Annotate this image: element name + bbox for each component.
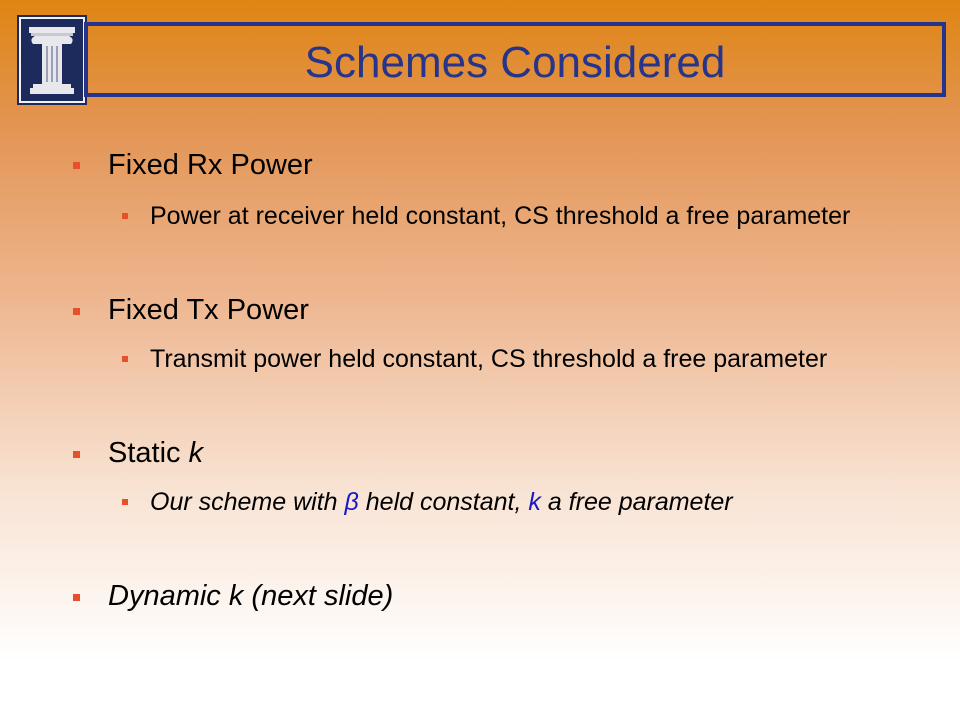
sub-bullet-square-icon [122, 356, 128, 362]
static-k-prefix: Static [108, 437, 189, 469]
bullet-static-k [108, 436, 203, 470]
bullet-dynamic-k: Dynamic k (next slide) [108, 580, 394, 612]
static-k-text-3: a free parameter [540, 488, 733, 516]
bullet-square-icon [73, 162, 80, 169]
bullet-fixed-tx-power: Fixed Tx Power [108, 294, 309, 326]
bullet-square-icon [73, 451, 80, 458]
bullet-fixed-rx-power: Fixed Rx Power [108, 149, 313, 181]
static-k-variable: k [188, 437, 204, 469]
static-k-text-2: held constant, [358, 488, 529, 516]
slide-title: Schemes Considered [304, 38, 726, 87]
sub-bullet-tx-description: Transmit power held constant, CS threshold a free parameter [150, 345, 828, 373]
sub-bullet-square-icon [122, 499, 128, 505]
static-k-text-1: Our scheme with [150, 488, 345, 516]
sub-bullet-rx-description: Power at receiver held constant, CS threshold a free parameter [150, 202, 851, 230]
bullet-square-icon [73, 594, 80, 601]
sub-bullet-square-icon [122, 213, 128, 219]
beta-symbol: β [344, 488, 359, 516]
title-frame [84, 22, 946, 97]
university-logo-icon [19, 17, 85, 103]
sub-bullet-static-k-description [150, 484, 870, 521]
bullet-square-icon [73, 308, 80, 315]
k-symbol: k [528, 488, 541, 516]
